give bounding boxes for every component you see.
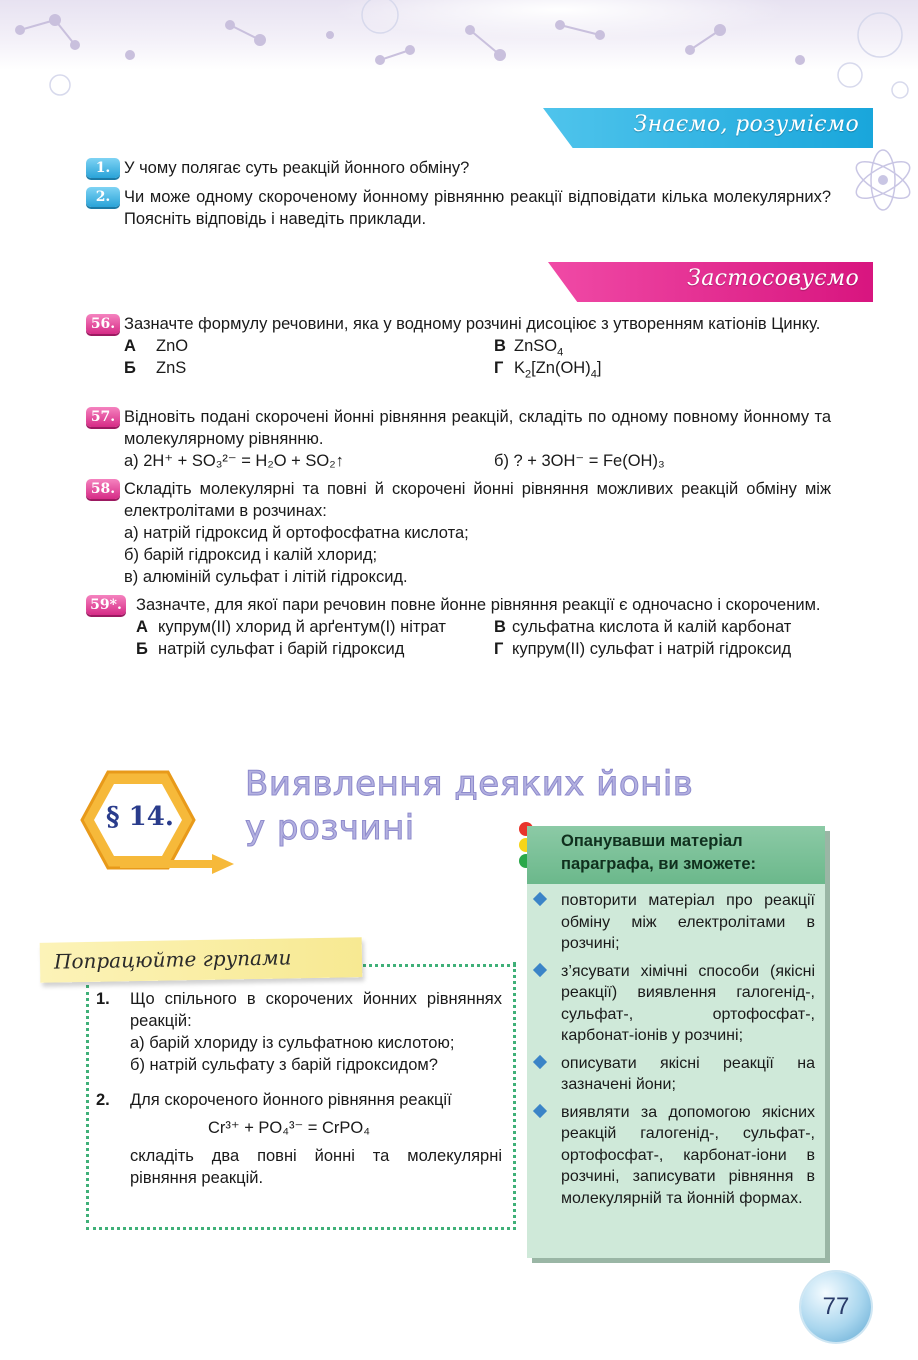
- group-task-1: [96, 988, 502, 1076]
- equations: [124, 450, 831, 472]
- option-g: Г $K_2[Zn(OH)_4]$: [494, 359, 602, 381]
- title-line-1: Виявлення деяких йонів: [245, 764, 694, 804]
- goal-item: з’ясувати хімічні способи (якісні реакції) виявлення галогенід-, сульфат-, ортофосфат-, карбонат-іонів у розчині;: [561, 961, 815, 1047]
- item-c: в) алюміній сульфат і літій гідроксид.: [124, 568, 408, 586]
- task-sub-b: б) натрій сульфату з барій гідроксидом?: [130, 1056, 438, 1074]
- task-number: 2.: [96, 1091, 110, 1109]
- option-v: В ZnSO$_4$: [494, 337, 564, 359]
- question-text: Відновіть подані скорочені йонні рівняння реакцій, складіть по одному повному йонному та молекулярному рівнянню.: [124, 408, 831, 448]
- option-a: А купрум(ІІ) хлорид й арґентум(І) нітрат: [136, 618, 446, 636]
- question-number: 58.: [86, 479, 120, 499]
- task-text: Що спільного в скорочених йонних рівняннях реакцій:: [130, 990, 502, 1030]
- task-sub-a: а) барій хлориду із сульфатною кислотою;: [130, 1034, 455, 1052]
- option-g: Г купрум(ІІ) сульфат і натрій гідроксид: [494, 640, 792, 658]
- question-58: [86, 478, 831, 588]
- question-text: Чи може одному скороченому йонному рівнянню реакції відповідати кілька молекулярних? Поясніть відповідь і наведіть приклади.: [124, 188, 831, 228]
- question-text: Зазначте, для якої пари речовин повне йонне рівняння реакції є одночасно і скороченим.: [136, 596, 821, 614]
- question-2: [86, 186, 831, 230]
- goal-item: повторити матеріал про реакції обміну між електролітами в розчині;: [561, 890, 815, 955]
- question-56: [86, 313, 831, 379]
- option-v: В сульфатна кислота й калій карбонат: [494, 618, 792, 636]
- item-a: а) натрій гідроксид й ортофосфатна кислота;: [124, 524, 469, 542]
- task-text: Для скороченого йонного рівняння реакції: [130, 1091, 452, 1109]
- item-b: б) барій гідроксид і калій хлорид;: [124, 546, 378, 564]
- option-a: А ZnO: [124, 337, 189, 355]
- option-b: Б ZnS: [124, 359, 187, 377]
- task-equation: Cr³⁺ + PO₄³⁻ = CrPO₄: [208, 1119, 370, 1137]
- page-number: 77: [801, 1272, 871, 1342]
- diamond-bullet-icon: [533, 962, 547, 976]
- question-number: 1.: [86, 158, 120, 178]
- task-after: складіть два повні йонні та молекулярні рівняння реакцій.: [130, 1147, 502, 1187]
- goals-heading: Опанувавши матеріал параграфа, ви зможете:: [527, 826, 825, 884]
- section-banner-know: [543, 108, 873, 148]
- question-text: У чому полягає суть реакцій йонного обміну?: [124, 159, 470, 177]
- paragraph-number: § 14.: [106, 802, 174, 832]
- answer-options: [136, 616, 831, 660]
- question-57: [86, 406, 831, 472]
- learning-goals-box: [527, 826, 825, 1258]
- header-decoration: [0, 0, 918, 110]
- banner-label: Знаємо, розуміємо: [633, 112, 859, 137]
- section-banner-apply: [548, 262, 873, 302]
- option-b: Б натрій сульфат і барій гідроксид: [136, 640, 405, 658]
- question-1: [86, 157, 831, 179]
- goals-list: [527, 884, 825, 1209]
- molecule-decoration: [0, 0, 918, 110]
- question-59: [86, 594, 831, 660]
- group-work-label-text: Попрацюйте групами: [53, 945, 292, 974]
- banner-label: Застосовуємо: [687, 266, 859, 291]
- answer-options: [124, 335, 831, 379]
- task-number: 1.: [96, 990, 110, 1008]
- question-text: Складіть молекулярні та повні й скорочені йонні рівняння можливих реакцій обміну між електролітами в розчинах:: [124, 480, 831, 520]
- equation-a: а) 2H⁺ + SO₃²⁻ = H₂O + SO₂↑: [124, 452, 344, 470]
- question-number: 57.: [86, 407, 120, 427]
- diamond-bullet-icon: [533, 1054, 547, 1068]
- question-text: Зазначте формулу речовини, яка у водному розчині дисоціює з утворенням катіонів Цинку.: [124, 315, 821, 333]
- goal-item: описувати якісні реакції на зазначені йони;: [561, 1053, 815, 1096]
- question-number: 2.: [86, 187, 120, 207]
- group-work-label: [40, 937, 363, 983]
- goal-item: виявляти за допомогою якісних реакцій галогенід-, сульфат-, ортофосфат-, карбонат-іони в розчині, записувати рівняння в молекулярній та йонній формах.: [561, 1102, 815, 1210]
- title-line-2: у розчині: [245, 808, 415, 848]
- equation-b: б) ? + 3OH⁻ = Fe(OH)₃: [494, 452, 665, 470]
- atom-decoration: [848, 135, 918, 225]
- question-number: 56.: [86, 314, 120, 334]
- diamond-bullet-icon: [533, 1103, 547, 1117]
- paragraph-arrow: [120, 852, 235, 876]
- group-task-2: [96, 1089, 502, 1189]
- question-number: 59*.: [86, 595, 126, 615]
- diamond-bullet-icon: [533, 892, 547, 906]
